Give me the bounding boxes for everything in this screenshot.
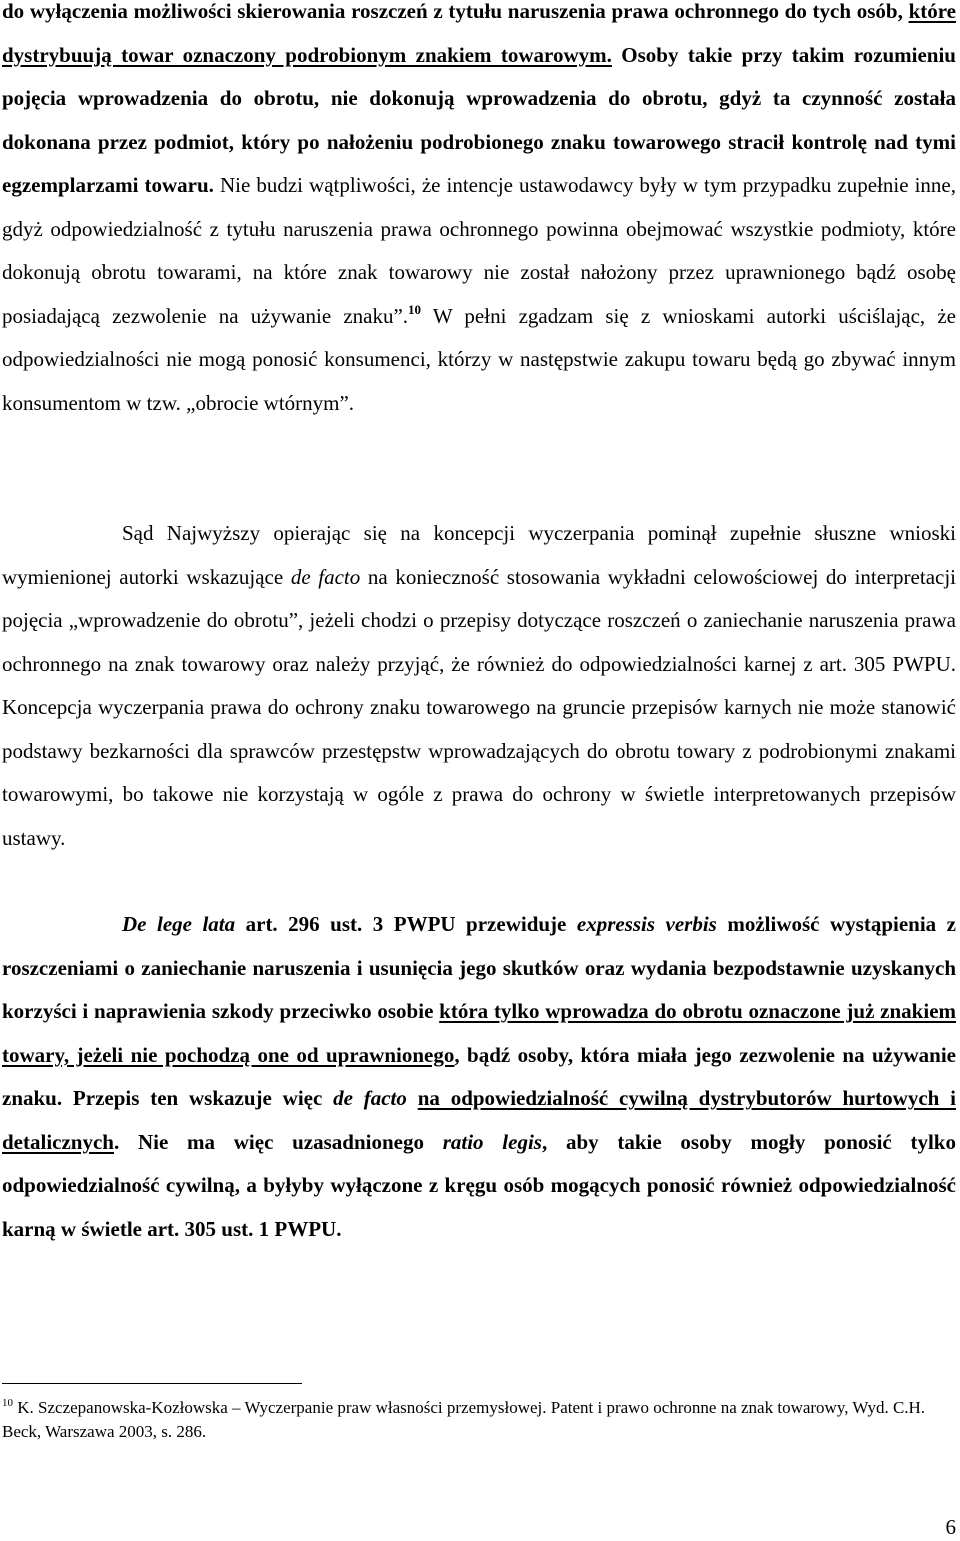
italic-de-lege-lata: De lege lata [122, 912, 236, 936]
paragraph-1-sentence-4: W pełni zgadzam się z wnioskami autorki uściślając, że odpowiedzialności nie mogą ponosić konsumenci, którzy w następstwie zakupu towaru będą go zbywać innym konsumentom w tzw. „obrocie wtórnym”. [2, 303, 956, 415]
footnote-separator [2, 1383, 302, 1384]
italic-de-facto-2: de facto [333, 1086, 407, 1110]
paragraph-1-sentence-2: Osoby takie przy takim rozumieniu pojęcia wprowadzenia do obrotu, nie dokonują wprowadzenia do obrotu, gdyż ta czynność została dokonana przez podmiot, który po nałożeniu podrobionego znaku towarowego stracił kontrolę nad tymi egzemplarzami towaru. [2, 42, 956, 197]
footnote-number: 10 [2, 1397, 13, 1409]
paragraph-3-space [407, 1086, 418, 1110]
paragraph-3-part-l: , aby takie osoby mogły ponosić tylko odpowiedzialność cywilną, a byłyby wyłączone z kręgu osób mogących ponosić również odpowiedzialność karną w świetle art. 305 ust. 1 PWPU. [2, 1129, 956, 1241]
page-number: 6 [945, 1515, 956, 1539]
paragraph-1 [2, 0, 956, 425]
underlined-phrase-civil-liability: na odpowiedzialność cywilną dystrybutorów hurtowych i detalicznych [2, 1086, 956, 1154]
underlined-phrase-distributors: które dystrybuują towar oznaczony podrobionym znakiem towarowym. [2, 0, 956, 67]
paragraph-2-part-a: Sąd Najwyższy opierając się na koncepcji wyczerpania pominął zupełnie słuszne wnioski wymienionej autorki wskazujące [2, 521, 956, 589]
italic-ratio-legis: ratio legis [442, 1129, 542, 1154]
italic-expressis-verbis: expressis verbis [576, 912, 717, 936]
paragraph-1-sentence-1: do wyłączenia możliwości skierowania roszczeń z tytułu naruszenia prawa ochronnego do tych osób, [2, 0, 909, 23]
underlined-phrase-introducer: która tylko wprowadza do obrotu oznaczone już znakiem towary, jeżeli nie pochodzą one od uprawnionego [2, 999, 957, 1067]
paragraph-2 [2, 512, 956, 860]
paragraph-3-part-j: . Nie ma więc uzasadnionego [113, 1129, 443, 1154]
footnote-text: K. Szczepanowska-Kozłowska – Wyczerpanie praw własności przemysłowej. Patent i prawo ochronne na znak towarowy, Wyd. C.H. Beck, Warszawa 2003, s. 286. [2, 1398, 926, 1441]
paragraph-2-part-b: na konieczność stosowania wykładni celowościowej do interpretacji pojęcia „wprowadzenie do obrotu”, jeżeli chodzi o przepisy dotyczące roszczeń o zaniechanie naruszenia prawa ochronnego na znak towarowy oraz należy przyjąć, że również do odpowiedzialności karnej z art. 305 PWPU. Koncepcja wyczerpania prawa do ochrony znaku towarowego na gruncie przepisów karnych nie może stanowić podstawy bezkarności dla sprawców przestępstw wprowadzających do obrotu towary z podrobionymi znakami towarowymi, bo takowe nie korzystają w ogóle z prawa do ochrony w świetle interpretowanych przepisów ustawy. [2, 564, 957, 850]
footnote [2, 1396, 937, 1444]
italic-de-facto: de facto [290, 564, 361, 589]
paragraph-3-part-d: możliwość wystąpienia z roszczeniami o zaniechanie naruszenia i usunięcia jego skutków oraz wydania bezpodstawnie uzyskanych korzyści i naprawienia szkody przeciwko osobie [2, 912, 956, 1023]
paragraph-3-part-f: , bądź osoby, która miała jego zezwolenie na używanie znaku. Przepis ten wskazuje więc [2, 1042, 957, 1110]
paragraph-3 [2, 903, 956, 1251]
paragraph-3-part-b: art. 296 ust. 3 PWPU przewiduje [235, 912, 577, 936]
footnote-reference[interactable]: 10 [408, 301, 422, 317]
paragraph-1-sentence-3: Nie budzi wątpliwości, że intencje ustawodawcy były w tym przypadku zupełnie inne, gdyż odpowiedzialność z tytułu naruszenia prawa ochronnego powinna obejmować wszystkie podmioty, które dokonują obrotu towarami, na które znak towarowy nie został nałożony przez uprawnionego bądź osobę posiadającą zezwolenie na używanie znaku”. [2, 173, 956, 328]
